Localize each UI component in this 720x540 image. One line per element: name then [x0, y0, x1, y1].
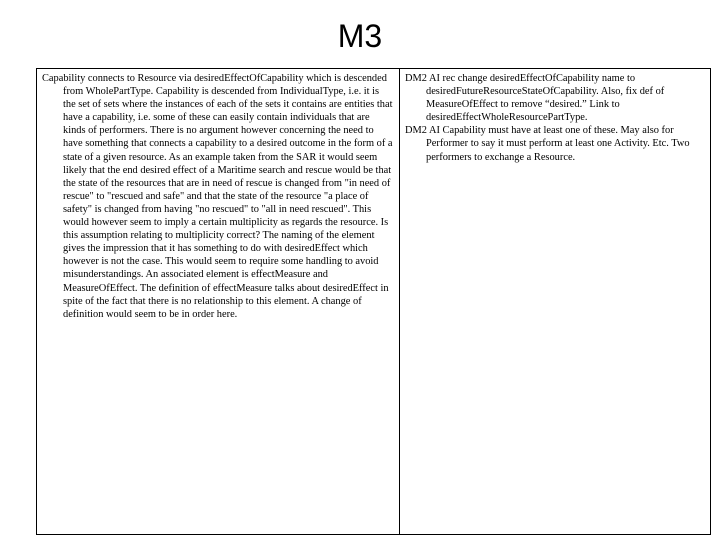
comment-text: Capability connects to Resource via desiredEffectOfCapability which is descended from WholePartType. Capability is descended from IndividualType, i.e. it is the set of sets where the instances of each of the sets it contains are entities that have a capability, i.e. some of these can easily contain individuals that are kinds of performers. There is no argument however concerning the need to have something that connects a capability to a desired outcome in the form of a state of a given resource. As an example taken from the SAR it would seem likely that the end desired effect of a Maritime search and rescue would be that the state of the resources that are in need of rescue is changed from "in need of rescue" to "rescued and safe" and that the state of the resource "a place of safety" is changed from having "no rescued" to "all in need rescued". This would however seem to imply a certain multiplicity as regards the resource. Is this assumption relating to multiplicity correct? The naming of the element gives the impression that it has something to do with desiredEffect which however is not the case. This would seem to require some handling to avoid misunderstandings. An associated element is effectMeasure and MeasureOfEffect. The definition of effectMeasure talks about desiredEffect in spite of the fact that there is no relationship to this element. A change of definition would seem to be in order here.: [42, 73, 393, 320]
slide-title: M3: [337, 18, 383, 54]
resolution-note: DM2 AI Capability must have at least one of these. May also for Performer to say it must perform at least one Activity. Etc. Two performers to exchange a Resource.: [405, 125, 690, 163]
table-row: [37, 69, 711, 535]
comment-cell: [37, 69, 400, 535]
comment-table: [36, 68, 711, 535]
resolution-cell: [400, 69, 711, 535]
resolution-note: DM2 AI rec change desiredEffectOfCapability name to desiredFutureResourceStateOfCapability. Also, fix def of MeasureOfEffect to remove “desired.” Link to desiredEffectWholeResourcePartType.: [405, 73, 665, 124]
